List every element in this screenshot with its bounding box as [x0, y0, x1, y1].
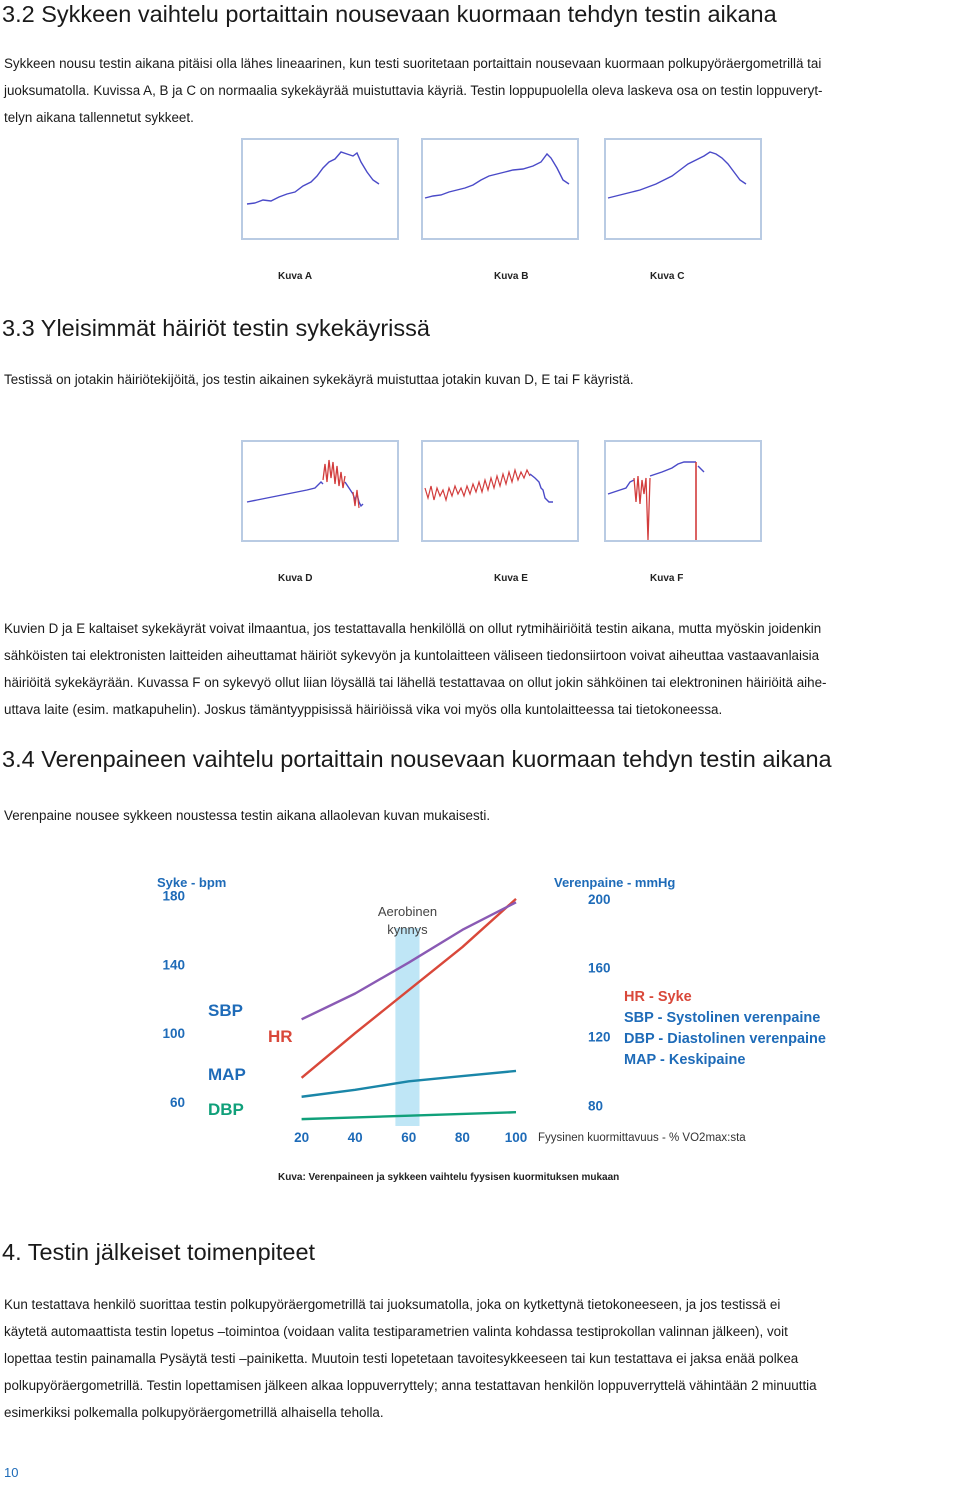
- legend-hr: HR - Syke: [624, 989, 692, 1005]
- para-line: käytetä automaattista testin lopetus –toimintoa (voidaan valita testiparametrien valinta kohdassa testiprokollan valinnan jälkeen), voit: [4, 1324, 788, 1339]
- x-tick-label: 80: [454, 1130, 470, 1145]
- page-number: 10: [4, 1465, 19, 1480]
- graph-f-svg: [606, 442, 760, 540]
- caption-blood-pressure-figure: Kuva: Verenpaineen ja sykkeen vaihtelu fyysisen kuormituksen mukaan: [278, 1172, 620, 1183]
- section-heading-4: 4. Testin jälkeiset toimenpiteet: [2, 1239, 316, 1265]
- heart-rate-graph-b: [421, 138, 579, 240]
- threshold-label-line2: kynnys: [387, 922, 428, 937]
- para-line: Sykkeen nousu testin aikana pitäisi olla lähes lineaarinen, kun testi suoritetaan portaittain nousevaan kuormaan polkupyöräergometrillä tai: [4, 56, 822, 71]
- x-tick-label: 60: [401, 1130, 417, 1145]
- left-tick-label: 100: [162, 1026, 185, 1042]
- legend-sbp: SBP - Systolinen verenpaine: [624, 1010, 821, 1026]
- para-line: juoksumatolla. Kuvissa A, B ja C on normaalia sykekäyrää muistuttavia käyriä. Testin loppupuolella oleva laskeva osa on testin loppuveryt-: [4, 83, 823, 98]
- right-tick-label: 120: [588, 1029, 611, 1045]
- section-heading-3-2: 3.2 Sykkeen vaihtelu portaittain nousevaan kuormaan tehdyn testin aikana: [2, 1, 777, 27]
- para-line: sähköisten tai elektronisten laitteiden aiheuttamat häiriöt sykevyön ja kuntolaitteen väliseen tiedonsiirtoon voivat aiheuttaa vastaavanlaisia: [4, 648, 820, 663]
- blood-pressure-chart: [150, 868, 860, 1153]
- series-label-dbp: DBP: [208, 1100, 244, 1119]
- para-line: lopettaa testin painamalla Pysäytä testi –painiketta. Muutoin testi lopetetaan tavoitesykkeeseen tai kun testattava ei jaksa enää polkea: [4, 1351, 799, 1366]
- right-axis-ticks: [588, 892, 611, 1113]
- para-line: Kun testattava henkilö suorittaa testin polkupyöräergometrillä tai juoksumatolla, joka on kytkettynä tietokoneeseen, ja jos testissä ei: [4, 1297, 781, 1312]
- right-tick-label: 160: [588, 960, 611, 976]
- series-label-map: MAP: [208, 1065, 246, 1084]
- x-axis-label: Fyysinen kuormittavuus - % VO2max:sta: [538, 1132, 746, 1144]
- left-tick-label: 140: [162, 957, 185, 973]
- legend-dbp: DBP - Diastolinen verenpaine: [624, 1031, 826, 1047]
- paragraph-3-3: Testissä on jotakin häiriötekijöitä, jos testin aikainen sykekäyrä muistuttaa jotakin kuvan D, E tai F käyristä.: [4, 372, 634, 387]
- right-tick-label: 200: [588, 891, 611, 907]
- right-axis-label: Verenpaine - mmHg: [554, 875, 676, 890]
- paragraph-4: [4, 1291, 959, 1426]
- left-axis-label: Syke - bpm: [157, 875, 227, 890]
- para-line: Kuvien D ja E kaltaiset sykekäyrät voivat ilmaantua, jos testattavalla henkilöllä on ollut rytmihäiriöitä testin aikana, mutta myöskin joidenkin: [4, 621, 822, 636]
- legend-map: MAP - Keskipaine: [624, 1052, 746, 1068]
- graph-c-svg: [606, 140, 760, 238]
- series-label-hr: HR: [268, 1027, 293, 1046]
- para-line: häiriöitä sykekäyrään. Kuvassa F on sykevyö ollut liian löysällä tai lähellä testattavaa on ollut jokin sähköinen tai elektroninen häiriöitä aihe-: [4, 675, 827, 690]
- graph-e-svg: [423, 442, 577, 540]
- caption-kuva-c: Kuva C: [650, 271, 685, 282]
- paragraph-3-4: Verenpaine nousee sykkeen noustessa testin aikana allaolevan kuvan mukaisesti.: [4, 808, 491, 823]
- x-tick-label: 40: [347, 1130, 363, 1145]
- para-line: esimerkiksi polkemalla polkupyöräergometrillä alhaisella teholla.: [4, 1405, 384, 1420]
- left-axis-ticks: [162, 888, 185, 1109]
- para-line: telyn aikana tallennetut sykkeet.: [4, 110, 194, 125]
- left-tick-label: 60: [169, 1094, 185, 1110]
- heart-rate-graph-f: [604, 440, 762, 542]
- x-tick-label: 20: [294, 1130, 310, 1145]
- para-line: polkupyöräergometrillä. Testin lopettamisen jälkeen alkaa loppuverryttely; anna testattavan henkilön loppuverryttelä vähintään 2 minuuttia: [4, 1378, 817, 1393]
- section-heading-3-3: 3.3 Yleisimmät häiriöt testin sykekäyrissä: [2, 315, 430, 341]
- caption-kuva-a: Kuva A: [278, 271, 313, 282]
- x-axis-ticks: [294, 1130, 527, 1145]
- heart-rate-graph-a: [241, 138, 399, 240]
- right-tick-label: 80: [588, 1098, 604, 1114]
- graph-a-svg: [243, 140, 397, 238]
- graph-d-svg: [243, 442, 397, 540]
- caption-kuva-d: Kuva D: [278, 573, 313, 584]
- paragraph-3-3-details: [4, 615, 960, 723]
- paragraph-3-2: [4, 50, 959, 131]
- graph-b-svg: [423, 140, 577, 238]
- heart-rate-graph-c: [604, 138, 762, 240]
- heart-rate-graph-d: [241, 440, 399, 542]
- x-tick-label: 100: [504, 1130, 528, 1145]
- caption-kuva-f: Kuva F: [650, 573, 684, 584]
- para-line: uttava laite (esim. matkapuhelin). Joskus tämäntyyppisissä häiriöissä vika voi myös olla kuntolaitteessa tai tietokoneessa.: [4, 702, 723, 717]
- caption-kuva-e: Kuva E: [494, 573, 528, 584]
- section-heading-3-4: 3.4 Verenpaineen vaihtelu portaittain nousevaan kuormaan tehdyn testin aikana: [2, 746, 832, 772]
- threshold-label-line1: Aerobinen: [377, 904, 438, 919]
- series-label-sbp: SBP: [208, 1001, 243, 1020]
- left-tick-label: 180: [162, 888, 185, 904]
- caption-kuva-b: Kuva B: [494, 271, 529, 282]
- heart-rate-graph-e: [421, 440, 579, 542]
- blood-pressure-chart-svg: [150, 868, 860, 1153]
